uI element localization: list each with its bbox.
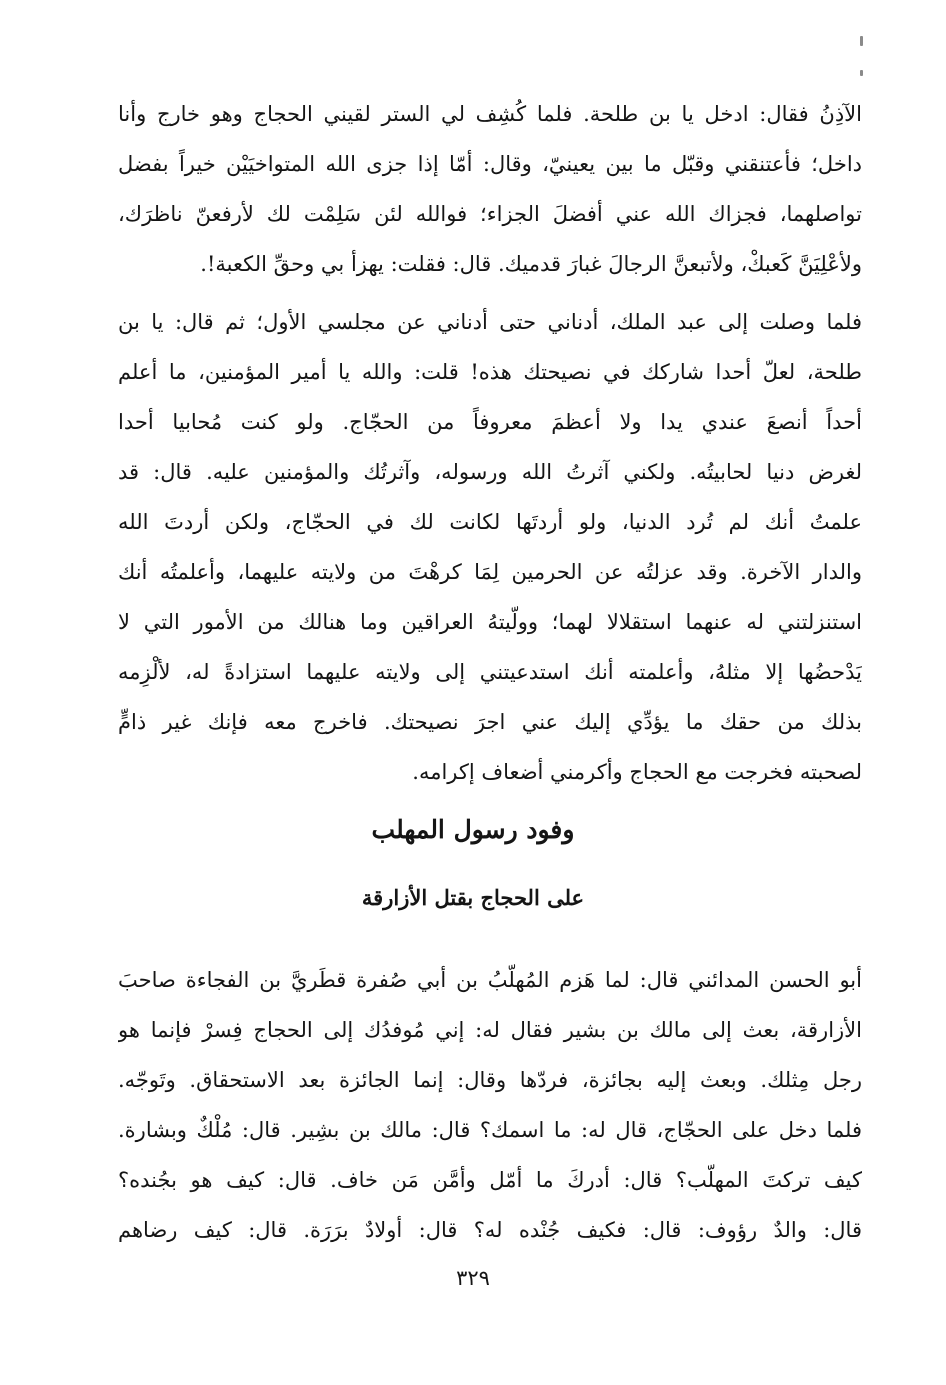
text-line: الأزارقة، بعث إلى مالك بن بشير فقال له: إني مُوفدُك إلى الحجاج فِسرْ فإنما هو <box>118 1018 862 1042</box>
text-line: بذلك من حقك ما يؤدِّي إليك عني اجرَ نصيحتك. فاخرج معه فإنك غير ذامٍّ <box>118 710 862 734</box>
text-line: علمتُ أنك لم تُرد الدنيا، ولو أردتَها لكانت لك في الحجّاج، ولكن أردتَ الله <box>118 510 862 534</box>
text-line: لصحبته فخرجت مع الحجاج وأكرمني أضعاف إكرامه. <box>412 760 862 784</box>
margin-speck <box>860 70 863 76</box>
text-line: تواصلهما، فجزاك الله عني أفضلَ الجزاء؛ فوالله لئن سَلِمْت لك لأرفعنّ ناظرَك، <box>118 202 862 226</box>
paragraph-1 <box>118 89 862 289</box>
text-line: ولأعْلِيَنَّ كَعبكْ، ولأتبعنَّ الرجالَ غبارَ قدميك. قال: فقلت: يهزأ بي وحقِّ الكعبة!. <box>200 252 862 276</box>
section-subheading: على الحجاج بقتل الأزارقة <box>361 885 585 910</box>
margin-speck <box>860 36 863 46</box>
text-line: أبو الحسن المدائني قال: لما هَزم المُهلّبُ بن أبي صُفرة قطَريَّ بن الفجاءة صاحبَ <box>118 968 862 992</box>
section-heading: وفود رسول المهلب <box>371 815 575 844</box>
paragraph-2 <box>118 297 862 797</box>
text-line: يَدْحضُها إلا مثلهُ، وأعلمته أنك استدعيتني إلى ولايته عليهما استزادةً له، لألْزِمه <box>118 660 862 684</box>
text-line: رجل مِثلك. وبعث إليه بجائزة، فردّها وقال: إنما الجائزة بعد الاستحقاق. وتَوجّه. <box>118 1068 862 1092</box>
text-line: استنزلتني له عنهما استقلالا لهما؛ وولّيتهُ العراقين وما هنالك من الأمور التي لا <box>118 610 862 634</box>
text-line: الآذِنُ فقال: ادخل يا بن طلحة. فلما كُشِف لي الستر لقيني الحجاج وهو خارج وأنا <box>118 102 862 126</box>
text-line: فلما دخل على الحجّاج، قال له: ما اسمك؟ قال: مالك بن بشِير. قال: مُلْكٌ وبشارة. <box>118 1118 862 1142</box>
text-line: لغرض دنيا لحابيتُه. ولكني آثرتُ الله ورسوله، وآثرتُك والمؤمنين عليه. قال: قد <box>118 460 862 484</box>
text-line: كيف تركتَ المهلّب؟ قال: أدركَ ما أمّل وأمَّن مَن خاف. قال: كيف هو بجُنده؟ <box>118 1168 862 1192</box>
paragraph-3 <box>118 955 862 1255</box>
text-line: والدار الآخرة. وقد عزلتُه عن الحرمين لِمَا كرهْتَ من ولايته عليهما، وأعلمتُه أنك <box>118 560 862 584</box>
text-line: داخل؛ فأعتنقني وقبّل ما بين يعينيّ، وقال: أمّا إذا جزى الله المتواخيَيْن خيراً بفضل <box>118 152 862 176</box>
text-line: قال: والدٌ رؤوف: قال: فكيف جُنْده له؟ قال: أولادٌ برَرَة. قال: كيف رضاهم <box>118 1218 862 1242</box>
text-line: فلما وصلت إلى عبد الملك، أدناني حتى أدناني عن مجلسي الأول؛ ثم قال: يا بن <box>118 310 862 334</box>
text-line: أحداً أنصعَ عندي يدا ولا أعظمَ معروفاً من الحجّاج. ولو كنت مُحابيا أحدا <box>118 410 862 434</box>
page-number: ٣٢٩ <box>456 1266 490 1290</box>
text-line: طلحة، لعلّ أحدا شاركك في نصيحتك هذه! قلت: والله يا أمير المؤمنين، ما أعلم <box>118 360 862 384</box>
